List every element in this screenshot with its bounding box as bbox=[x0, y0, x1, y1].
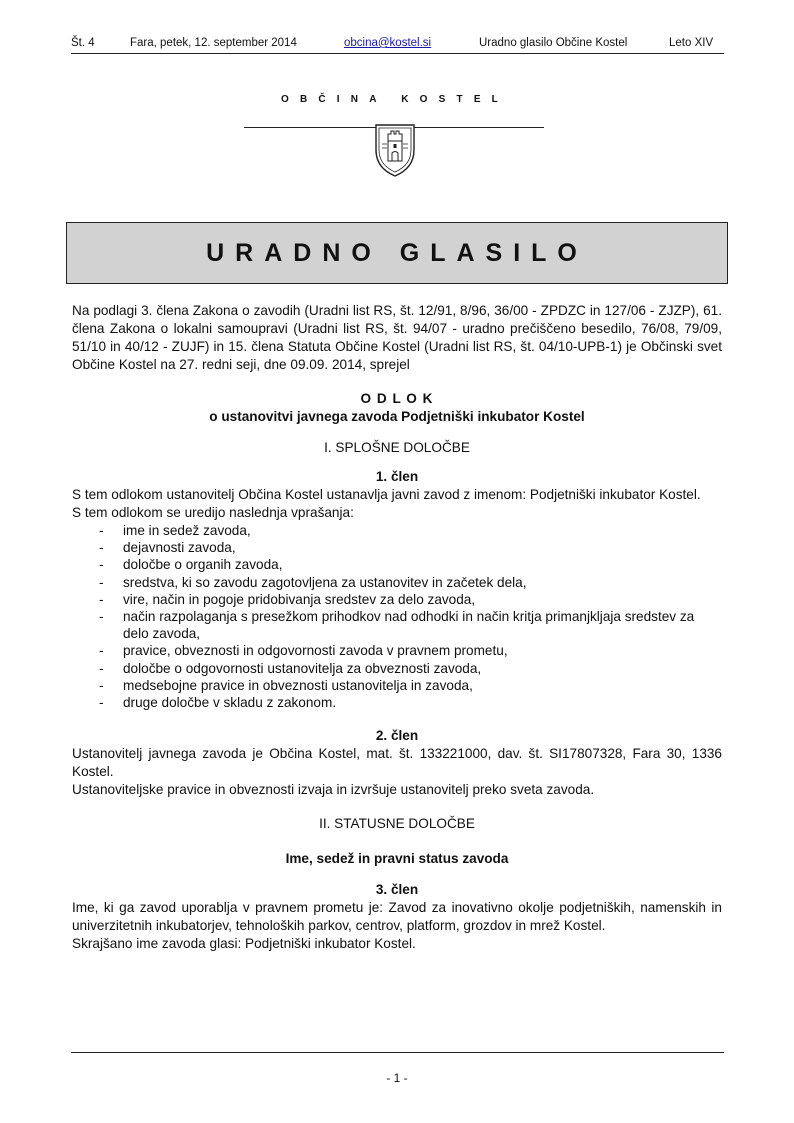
municipality-name: OBČINA KOSTEL bbox=[280, 94, 509, 105]
publication-name: Uradno glasilo Občine Kostel bbox=[479, 37, 628, 49]
section-heading-status: II. STATUSNE DOLOČBE bbox=[319, 816, 475, 832]
page-header bbox=[71, 37, 724, 54]
list-item: - vire, način in pogoje pridobivanja sredstev za delo zavoda, bbox=[72, 591, 722, 608]
list-item: - dejavnosti zavoda, bbox=[72, 539, 722, 556]
article-2-text: Ustanovitelj javnega zavoda je Občina Kostel, mat. št. 133221000, dav. št. SI17807328, Fara 30, 1336 Kostel. bbox=[72, 746, 722, 780]
list-item: - medsebojne pravice in obveznosti ustanovitelja in zavoda, bbox=[72, 677, 722, 694]
article-2-text-2: Ustanoviteljske pravice in obveznosti izvaja in izvršuje ustanovitelj preko sveta zavoda. bbox=[72, 782, 595, 798]
list-item: - določbe o odgovornosti ustanovitelja za obveznosti zavoda, bbox=[72, 660, 722, 677]
document-title: URADNO GLASILO bbox=[66, 222, 728, 284]
document-body bbox=[72, 302, 722, 953]
list-item: - določbe o organih zavoda, bbox=[72, 556, 722, 573]
issue-date: Fara, petek, 12. september 2014 bbox=[130, 37, 297, 49]
issue-number: Št. 4 bbox=[71, 37, 95, 49]
decree-title: O D L O K bbox=[360, 391, 434, 406]
email-link-text[interactable]: obcina@kostel.si bbox=[344, 37, 432, 49]
castle-tower-crest-icon bbox=[372, 120, 418, 178]
page-number: - 1 - bbox=[386, 1071, 408, 1085]
list-item: - pravice, obveznosti in odgovornosti zavoda v pravnem prometu, bbox=[72, 642, 722, 659]
list-item: - ime in sedež zavoda, bbox=[72, 522, 722, 539]
section-heading-general: I. SPLOŠNE DOLOČBE bbox=[324, 440, 470, 455]
list-item: - način razpolaganja s presežkom prihodkov nad odhodki in način kritja primanjkljaja sredstev za delo zavoda, bbox=[72, 608, 722, 642]
volume-year: Leto XIV bbox=[669, 37, 714, 49]
article-3-text: Ime, ki ga zavod uporablja v pravnem prometu je: Zavod za inovativno okolje podjetniških, namenskih in univerzitetnih inkubatorjev, tehnoloških parkov, centrov, platform, grozdov in mrež Kostel. bbox=[72, 900, 722, 934]
article-1-list-intro: S tem odlokom se uredijo naslednja vprašanja: bbox=[72, 505, 354, 520]
preamble: Na podlagi 3. člena Zakona o zavodih (Uradni list RS, št. 12/91, 8/96, 36/00 - ZPDZC in 127/06 - ZJZP), 61. člena Zakona o lokalni samoupravi (Uradni list RS, št. 94/07 - uradno prečiščeno besedilo, 76/08, 79/09, 51/10 in 40/12 - ZUJF) in 15. člena Statuta Občine Kostel (Uradni list RS, št. 04/10-UPB-1) je Občinski svet Občine Kostel na 27. redni seji, dne 09.09. 2014, sprejel bbox=[72, 303, 722, 372]
article-2-heading: 2. člen bbox=[375, 728, 419, 744]
decree-subtitle: o ustanovitvi javnega zavoda Podjetniški inkubator Kostel bbox=[209, 409, 585, 424]
article-3-text-2: Skrajšano ime zavoda glasi: Podjetniški inkubator Kostel. bbox=[72, 936, 416, 952]
article-3-heading: 3. člen bbox=[375, 882, 419, 898]
article-1-list bbox=[72, 522, 722, 711]
email-link[interactable] bbox=[344, 37, 431, 49]
list-item: - sredstva, ki so zavodu zagotovljena za ustanovitev in začetek dela, bbox=[72, 574, 722, 591]
footer-rule bbox=[71, 1052, 724, 1053]
article-1-heading: 1. člen bbox=[375, 469, 419, 484]
status-subheading: Ime, sedež in pravni status zavoda bbox=[285, 851, 509, 867]
list-item: - druge določbe v skladu z zakonom. bbox=[72, 694, 722, 711]
article-1-text: S tem odlokom ustanovitelj Občina Kostel ustanavlja javni zavod z imenom: Podjetniški inkubator Kostel. bbox=[72, 487, 701, 502]
